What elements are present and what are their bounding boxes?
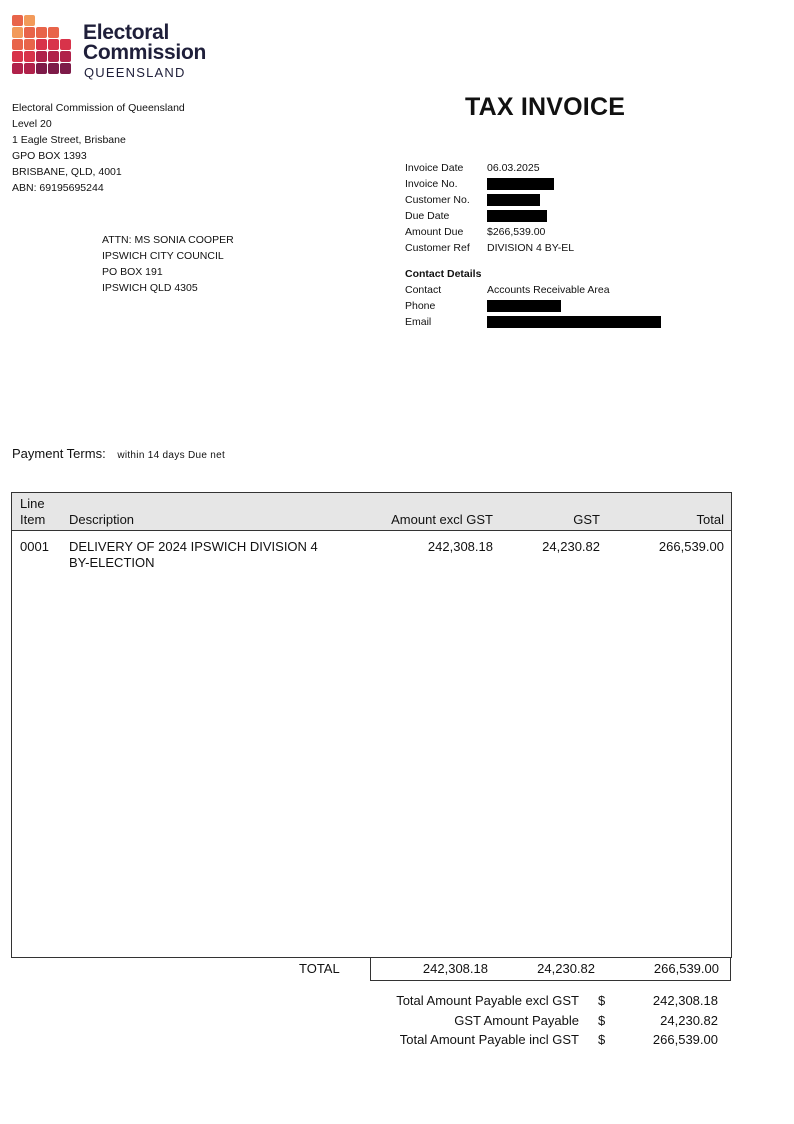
invoice-date-label: Invoice Date — [405, 162, 464, 174]
logo-tile — [24, 51, 35, 62]
redacted-phone — [487, 300, 561, 312]
issuer-line: Level 20 — [12, 118, 52, 130]
logo-word-queensland: QUEENSLAND — [84, 65, 186, 80]
summary-currency: $ — [598, 1013, 606, 1028]
logo-tile — [12, 51, 23, 62]
amount-due-label: Amount Due — [405, 226, 464, 238]
logo-tile — [24, 63, 35, 74]
header-total: Total — [696, 512, 724, 527]
logo-tile — [48, 27, 59, 38]
invoice-no-label: Invoice No. — [405, 178, 458, 190]
issuer-address — [12, 100, 185, 196]
due-date-label: Due Date — [405, 210, 450, 222]
recipient-line: IPSWICH QLD 4305 — [102, 282, 198, 294]
recipient-line: IPSWICH CITY COUNCIL — [102, 250, 224, 262]
contact-label: Contact — [405, 284, 442, 296]
logo-tile — [12, 39, 23, 50]
issuer-abn: ABN: 69195695244 — [12, 182, 104, 194]
redacted-due-date — [487, 210, 547, 222]
header-item-text: Item — [20, 512, 46, 527]
phone-label: Phone — [405, 300, 436, 312]
phone-row — [405, 298, 705, 314]
customer-ref-label: Customer Ref — [405, 242, 470, 254]
customer-ref-value: DIVISION 4 BY-EL — [487, 242, 575, 254]
row-description — [69, 539, 318, 571]
logo-tile — [12, 63, 23, 74]
logo-tile — [48, 63, 59, 74]
payment-terms-label: Payment Terms: — [12, 446, 106, 461]
row-line-number: 0001 — [20, 539, 49, 554]
header-line-text: Line — [20, 496, 45, 511]
email-label: Email — [405, 316, 432, 328]
totals-gst: 24,230.82 — [537, 961, 595, 976]
logo-tile — [24, 15, 35, 26]
payment-terms — [12, 446, 225, 461]
issuer-line: BRISBANE, QLD, 4001 — [12, 166, 122, 178]
payment-terms-value: within 14 days Due net — [117, 450, 226, 461]
logo-tile — [12, 15, 23, 26]
summary-incl-gst-label: Total Amount Payable incl GST — [399, 1032, 579, 1047]
summary-incl-gst-value: 266,539.00 — [652, 1032, 718, 1047]
logo-tile — [60, 39, 71, 50]
logo-tile — [36, 39, 47, 50]
table-header — [12, 493, 731, 531]
contact-details-heading: Contact Details — [405, 268, 482, 280]
logo-word-commission: Commission — [83, 41, 207, 64]
logo-tile — [24, 39, 35, 50]
issuer-line: 1 Eagle Street, Brisbane — [12, 134, 126, 146]
row-description-line: BY-ELECTION — [69, 555, 155, 570]
invoice-no-row — [405, 176, 705, 192]
totals-label: TOTAL — [299, 961, 340, 976]
recipient-address — [102, 232, 234, 296]
totals-box — [370, 957, 731, 981]
totals-total: 266,539.00 — [653, 961, 719, 976]
logo-tile — [36, 27, 47, 38]
due-date-row — [405, 208, 705, 224]
row-total: 266,539.00 — [658, 539, 724, 554]
header-gst: GST — [573, 512, 600, 527]
header-line-item — [20, 496, 45, 528]
logo-tile — [12, 27, 23, 38]
logo-tile — [60, 63, 71, 74]
totals-amount-excl-gst: 242,308.18 — [422, 961, 488, 976]
customer-no-label: Customer No. — [405, 194, 470, 206]
row-gst: 24,230.82 — [542, 539, 600, 554]
logo-mark-icon — [11, 11, 71, 81]
contact-row — [405, 282, 705, 298]
redacted-customer-no — [487, 194, 540, 206]
logo-tile — [36, 63, 47, 74]
summary-excl-gst-value: 242,308.18 — [652, 993, 718, 1008]
recipient-line: ATTN: MS SONIA COOPER — [102, 234, 234, 246]
document-title: TAX INVOICE — [465, 93, 626, 121]
issuer-line: GPO BOX 1393 — [12, 150, 87, 162]
recipient-line: PO BOX 191 — [102, 266, 163, 278]
contact-value: Accounts Receivable Area — [487, 284, 610, 296]
logo-tile — [36, 51, 47, 62]
invoice-meta — [405, 160, 705, 330]
email-row — [405, 314, 705, 330]
logo-tile — [24, 27, 35, 38]
logo-tile — [48, 51, 59, 62]
logo-tile — [48, 39, 59, 50]
line-items-table — [11, 492, 732, 958]
customer-ref-row — [405, 240, 705, 256]
header-description: Description — [69, 512, 135, 527]
summary-currency: $ — [598, 1032, 606, 1047]
ecq-logo — [11, 11, 221, 83]
invoice-date-row — [405, 160, 705, 176]
redacted-invoice-no — [487, 178, 554, 190]
amount-due-value: $266,539.00 — [487, 226, 546, 238]
issuer-line: Electoral Commission of Queensland — [12, 102, 185, 114]
logo-tile — [60, 51, 71, 62]
summary-excl-gst-label: Total Amount Payable excl GST — [396, 993, 579, 1008]
summary-gst-value: 24,230.82 — [660, 1013, 718, 1028]
logo-word-electoral: Electoral — [83, 21, 170, 44]
row-amount-excl-gst: 242,308.18 — [427, 539, 493, 554]
header-amount-excl-gst: Amount excl GST — [391, 512, 493, 527]
row-description-line: DELIVERY OF 2024 IPSWICH DIVISION 4 — [69, 539, 318, 554]
summary-gst-label: GST Amount Payable — [454, 1013, 579, 1028]
invoice-date-value: 06.03.2025 — [487, 162, 540, 174]
summary-currency: $ — [598, 993, 606, 1008]
customer-no-row — [405, 192, 705, 208]
amount-due-row — [405, 224, 705, 240]
redacted-email — [487, 316, 661, 328]
